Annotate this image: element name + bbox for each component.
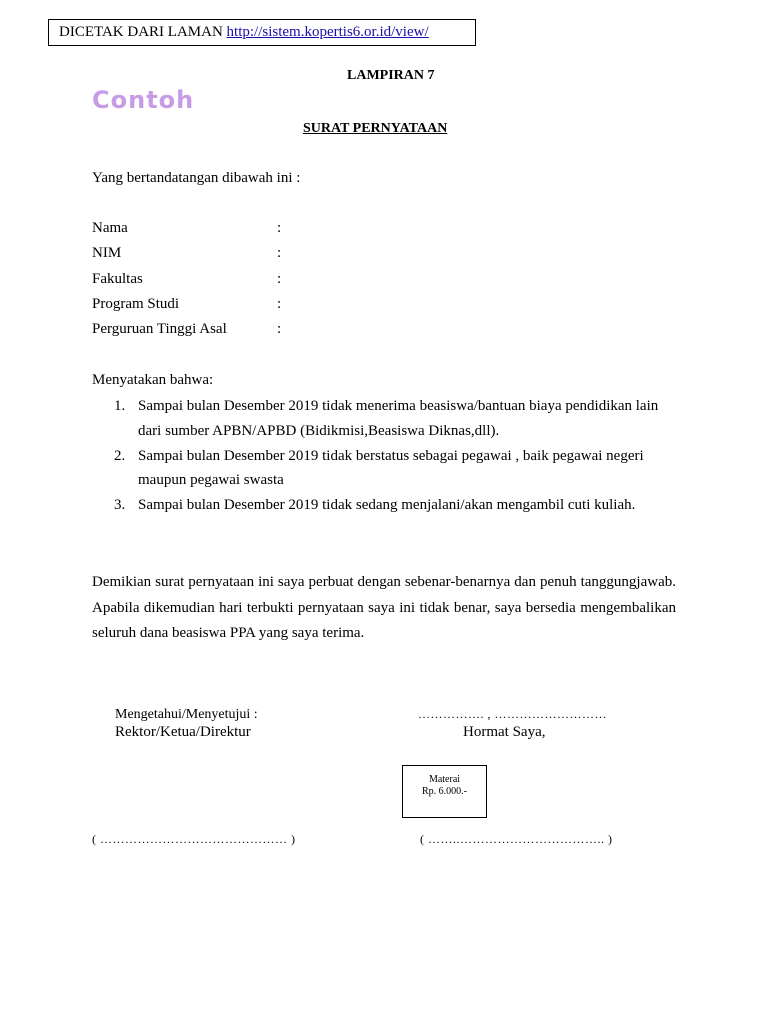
document-title: SURAT PERNYATAAN xyxy=(303,121,448,136)
watermark-contoh: Contoh xyxy=(92,86,195,114)
field-colon: : xyxy=(277,296,282,312)
print-source-link[interactable]: http://sistem.kopertis6.or.id/view/ xyxy=(226,24,429,40)
field-label-perguruan-tinggi: Perguruan Tinggi Asal xyxy=(92,321,227,337)
field-colon: : xyxy=(277,321,282,337)
closing-paragraph: Demikian surat pernyataan ini saya perbuat dengan sebenar-benarnya dan penuh tanggungjawab. Apabila dikemudian hari terbukti pernyataan saya ini tidak benar, saya bersedia mengembalikan seluruh dana beasiswa PPA yang saya terima. xyxy=(92,574,676,641)
field-colon: : xyxy=(277,220,282,236)
list-item-line: Sampai bulan Desember 2019 tidak berstatus sebagai pegawai , baik pegawai negeri xyxy=(138,448,644,464)
attachment-label: LAMPIRAN 7 xyxy=(347,68,435,83)
place-date-line: ……………. , ……………………… xyxy=(418,707,607,721)
list-item-number: 3. xyxy=(114,497,126,513)
list-item-number: 2. xyxy=(114,448,126,464)
intro-text: Yang bertandatangan dibawah ini : xyxy=(92,170,301,186)
print-source-box xyxy=(48,19,476,46)
field-label-nama: Nama xyxy=(92,220,128,236)
approval-label: Mengetahui/Menyetujui : xyxy=(115,707,258,722)
field-colon: : xyxy=(277,245,282,261)
field-label-fakultas: Fakultas xyxy=(92,271,143,287)
field-label-nim: NIM xyxy=(92,245,122,261)
stamp-value: Rp. 6.000.- xyxy=(422,786,467,797)
signature-line-right: ( ……..…………………………….. ) xyxy=(420,832,613,846)
list-item-number: 1. xyxy=(114,398,126,414)
list-item-line: dari sumber APBN/APBD (Bidikmisi,Beasiswa Diknas,dll). xyxy=(138,423,500,439)
statement-intro: Menyatakan bahwa: xyxy=(92,372,214,388)
list-item-line: Sampai bulan Desember 2019 tidak menerima beasiswa/bantuan biaya pendidikan lain xyxy=(138,398,659,414)
signature-line-left: ( ……………………………………… ) xyxy=(92,832,296,846)
field-colon: : xyxy=(277,271,282,287)
approval-role: Rektor/Ketua/Direktur xyxy=(115,724,251,740)
list-item-line: maupun pegawai swasta xyxy=(138,472,284,488)
sincerely-label: Hormat Saya, xyxy=(463,724,546,740)
list-item-line: Sampai bulan Desember 2019 tidak sedang menjalani/akan mengambil cuti kuliah. xyxy=(138,497,636,513)
print-source-prefix: DICETAK DARI LAMAN xyxy=(59,24,223,40)
stamp-label: Materai xyxy=(428,774,461,785)
field-label-program-studi: Program Studi xyxy=(92,296,180,312)
stamp-box xyxy=(402,765,487,818)
